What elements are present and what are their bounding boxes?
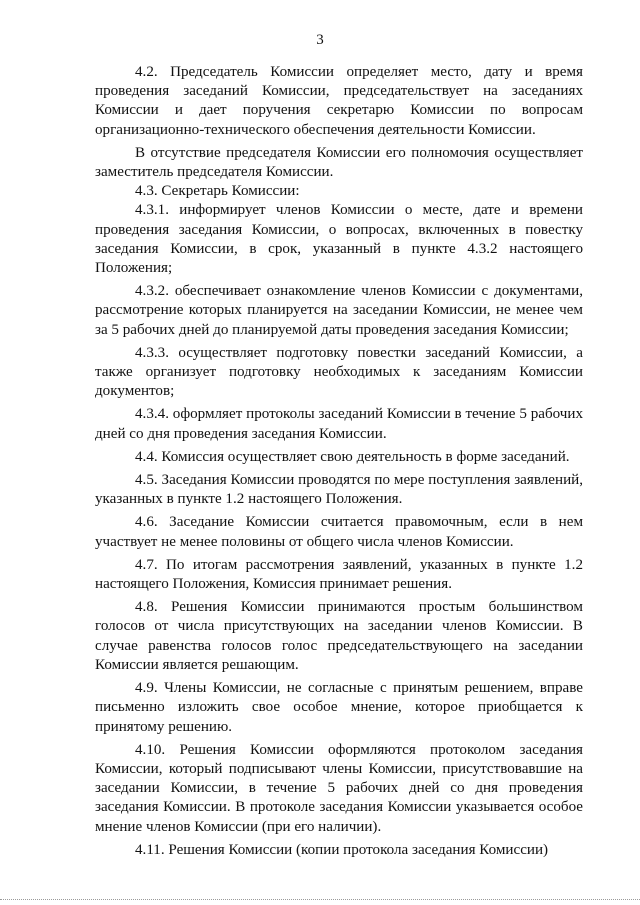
paragraph-4-3-1: 4.3.1. информирует членов Комиссии о месте, дате и времени проведения заседания Комиссии, о вопросах, включенных в повестку заседания Комиссии, в срок, указанный в пункте 4.3.2 настоящего Положения; — [95, 202, 583, 277]
paragraph-4-4: 4.4. Комиссия осуществляет свою деятельность в форме заседаний. — [135, 448, 570, 465]
paragraph-4-3-2: 4.3.2. обеспечивает ознакомление членов Комиссии с документами, рассмотрение которых планируется на заседании Комиссии, не менее чем за 5 рабочих дней до планируемой даты проведения заседания Комиссии; — [95, 283, 583, 338]
paragraph-4-3-4: 4.3.4. оформляет протоколы заседаний Комиссии в течение 5 рабочих дней со дня проведения заседания Комиссии. — [95, 406, 583, 442]
paragraph-4-5: 4.5. Заседания Комиссии проводятся по мере поступления заявлений, указанных в пункте 1.2 настоящего Положения. — [95, 472, 583, 508]
paragraph-4-7: 4.7. По итогам рассмотрения заявлений, указанных в пункте 1.2 настоящего Положения, Комиссия принимает решения. — [95, 556, 583, 593]
paragraph-4-2: 4.2. Председатель Комиссии определяет место, дату и время проведения заседаний Комиссии, председательствует на заседаниях Комиссии и дает поручения секретарю Комиссии по вопросам организационно-технического обеспечения деятельности Комиссии. — [95, 64, 583, 138]
scan-bottom-edge — [0, 899, 640, 903]
page-number: 3 — [316, 32, 324, 48]
paragraph-4-11: 4.11. Решения Комиссии (копии протокола заседания Комиссии) — [135, 841, 549, 858]
paragraph-4-3: 4.3. Секретарь Комиссии: — [135, 183, 300, 200]
paragraph-4-9: 4.9. Члены Комиссии, не согласные с принятым решением, вправе письменно изложить свое особое мнение, которое приобщается к принятому решению. — [95, 680, 583, 735]
paragraph-4-6: 4.6. Заседание Комиссии считается правомочным, если в нем участвует не менее половины от общего числа членов Комиссии. — [95, 514, 583, 550]
paragraph-4-8: 4.8. Решения Комиссии принимаются простым большинством голосов от числа присутствующих на заседании членов Комиссии. В случае равенства голосов голос председательствующего на заседании Комиссии является решающим. — [95, 599, 583, 673]
paragraph-4-2-deputy: В отсутствие председателя Комиссии его полномочия осуществляет заместитель председателя Комиссии. — [95, 144, 583, 181]
paragraph-4-10: 4.10. Решения Комиссии оформляются протоколом заседания Комиссии, который подписывают члены Комиссии, присутствовавшие на заседании Комиссии, в течение 5 рабочих дней со дня проведения заседания Комиссии. В протоколе заседания Комиссии указывается особое мнение членов Комиссии (при его наличии). — [95, 741, 583, 835]
document-body — [95, 63, 583, 860]
paragraph-4-3-3: 4.3.3. осуществляет подготовку повестки заседаний Комиссии, а также организует подготовку необходимых к заседаниям Комиссии документов; — [95, 344, 583, 400]
